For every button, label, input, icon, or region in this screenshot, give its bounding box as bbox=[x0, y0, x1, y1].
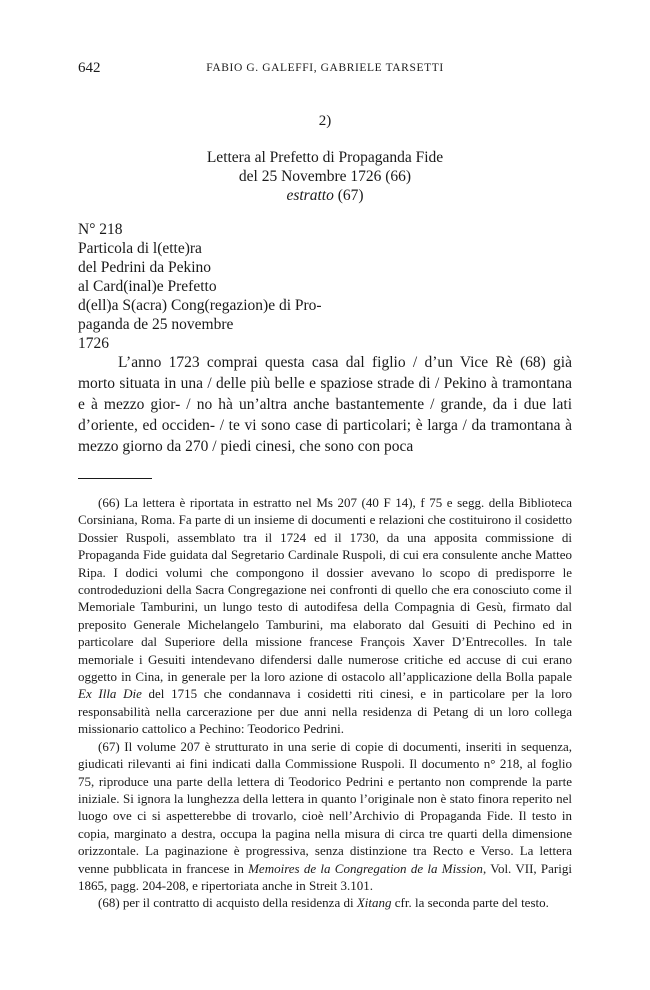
document-header-line: al Card(inal)e Prefetto bbox=[78, 278, 217, 295]
footnote-68-text-b: cfr. la seconda parte del testo. bbox=[391, 895, 549, 911]
letter-title-line-3 bbox=[0, 186, 650, 205]
footnote-67-text-a: (67) Il volume 207 è strutturato in una serie di copie di documenti, inseriti in sequenza, giudicati rilevanti ai fini indicati dalla Commissione Ruspoli. Il documento n° 218, al foglio 75, riproduce una parte della lettera di Teodorico Pedrini e pertanto non comprende la parte iniziale. Si ignora la lunghezza della lettera in quanto l’originale non è stato finora reperito nel luogo ove ci si aspetterebbe di trovarlo, cioè nell’Archivio di Propaganda Fide. Il testo in copia, marginato a destra, occupa la pagina nella misura di circa tre quarti della dimensione orizzontale. La paginazione è progressiva, senza distinzione tra Recto e Verso. La lettera venne pubblicata in francese in bbox=[78, 738, 572, 876]
body-text bbox=[78, 352, 572, 457]
footnote-67-text-b: , Vol. VII, Parigi 1865, pagg. 204-208, e ripertoriata anche in Streit 3.101. bbox=[78, 860, 572, 893]
section-number: 2) bbox=[318, 113, 332, 129]
footnote-66-text-b: del 1715 che condannava i cosidetti riti cinesi, e in particolare per la loro responsabilità nella carcerazione per due anni nella residenza di Petang di un loro collega missionario cattolico a Pechino: Teodorico Pedrini. bbox=[78, 686, 572, 737]
extract-word: estratto bbox=[286, 187, 334, 204]
footnote-67 bbox=[78, 738, 572, 895]
document-header-line: paganda de 25 novembre bbox=[78, 316, 234, 333]
running-head bbox=[78, 60, 572, 78]
extract-footnote-ref: (67) bbox=[333, 187, 364, 204]
letter-title-line-2: del 25 Novembre 1726 (66) bbox=[238, 168, 412, 185]
document-header-line: del Pedrini da Pekino bbox=[78, 259, 212, 276]
footnote-68 bbox=[78, 894, 572, 911]
letter-title-line-1: Lettera al Prefetto di Propaganda Fide bbox=[206, 149, 444, 166]
letter-title bbox=[0, 148, 650, 205]
body-paragraph: L’anno 1723 comprai questa casa dal figlio / d’un Vice Rè (68) già morto situata in una / delle più belle e spaziose strade di / Pekino à tramontana e à mezzo gior- / no hà un’altra anche bastantemente / grande, da i due lati d’oriente, ed occiden- / te vi sono case di particolari; è larga / da tramontana à mezzo giorno da 270 / piedi cinesi, che sono con poca bbox=[78, 354, 572, 455]
document-header-line: N° 218 bbox=[78, 221, 123, 238]
footnote-66-text-a: (66) La lettera è riportata in estratto nel Ms 207 (40 F 14), f 75 e segg. della Biblioteca Corsiniana, Roma. Fa parte di un insieme di documenti e relazioni che costituirono il cosidetto Dossier Ruspoli, assemblato tra il 1724 ed il 1730, da una apposita commissione di Propaganda Fide guidata dal Segretario Cardinale Ruspoli, di cui era consulente anche Matteo Ripa. I dodici volumi che compongono il dossier avevano lo scopo di predisporre le controdeduzioni della Sacra Congregazione nei confronti di quello che era conosciuto come il Memoriale Tamburini, un lungo testo di autodifesa della Compagnia di Gesù, firmato dal preposito Generale Michelangelo Tamburini, ma elaborato dal Gesuiti di Pechino ed in particolare dal Superiore della missione francese François Xaver D’Entrecolles. In tale memoriale i Gesuiti intendevano difendersi dalle numerose critiche ed accuse di cui erano oggetto in Cina, in generale per la loro azione di ostacolo all’applicazione della Bolla papale bbox=[78, 495, 572, 685]
document-header-line: Particola di l(ette)ra bbox=[78, 240, 202, 257]
footnote-68-italic: Xitang bbox=[356, 895, 392, 911]
page-number: 642 bbox=[78, 60, 101, 76]
footnote-66-italic: Ex Illa Die bbox=[78, 686, 142, 702]
footnote-68-text-a: (68) per il contratto di acquisto della residenza di bbox=[98, 895, 357, 911]
document-header bbox=[78, 220, 572, 353]
footnote-67-italic: Memoires de la Congregation de la Mission bbox=[248, 860, 483, 876]
footnote-separator bbox=[78, 478, 152, 479]
footnote-66 bbox=[78, 494, 572, 738]
footnotes bbox=[78, 494, 572, 912]
document-header-line: d(ell)a S(acra) Cong(regazion)e di Pro- bbox=[78, 297, 322, 314]
document-header-line: 1726 bbox=[78, 335, 109, 352]
running-head-authors: FABIO G. GALEFFI, GABRIELE TARSETTI bbox=[206, 62, 444, 74]
